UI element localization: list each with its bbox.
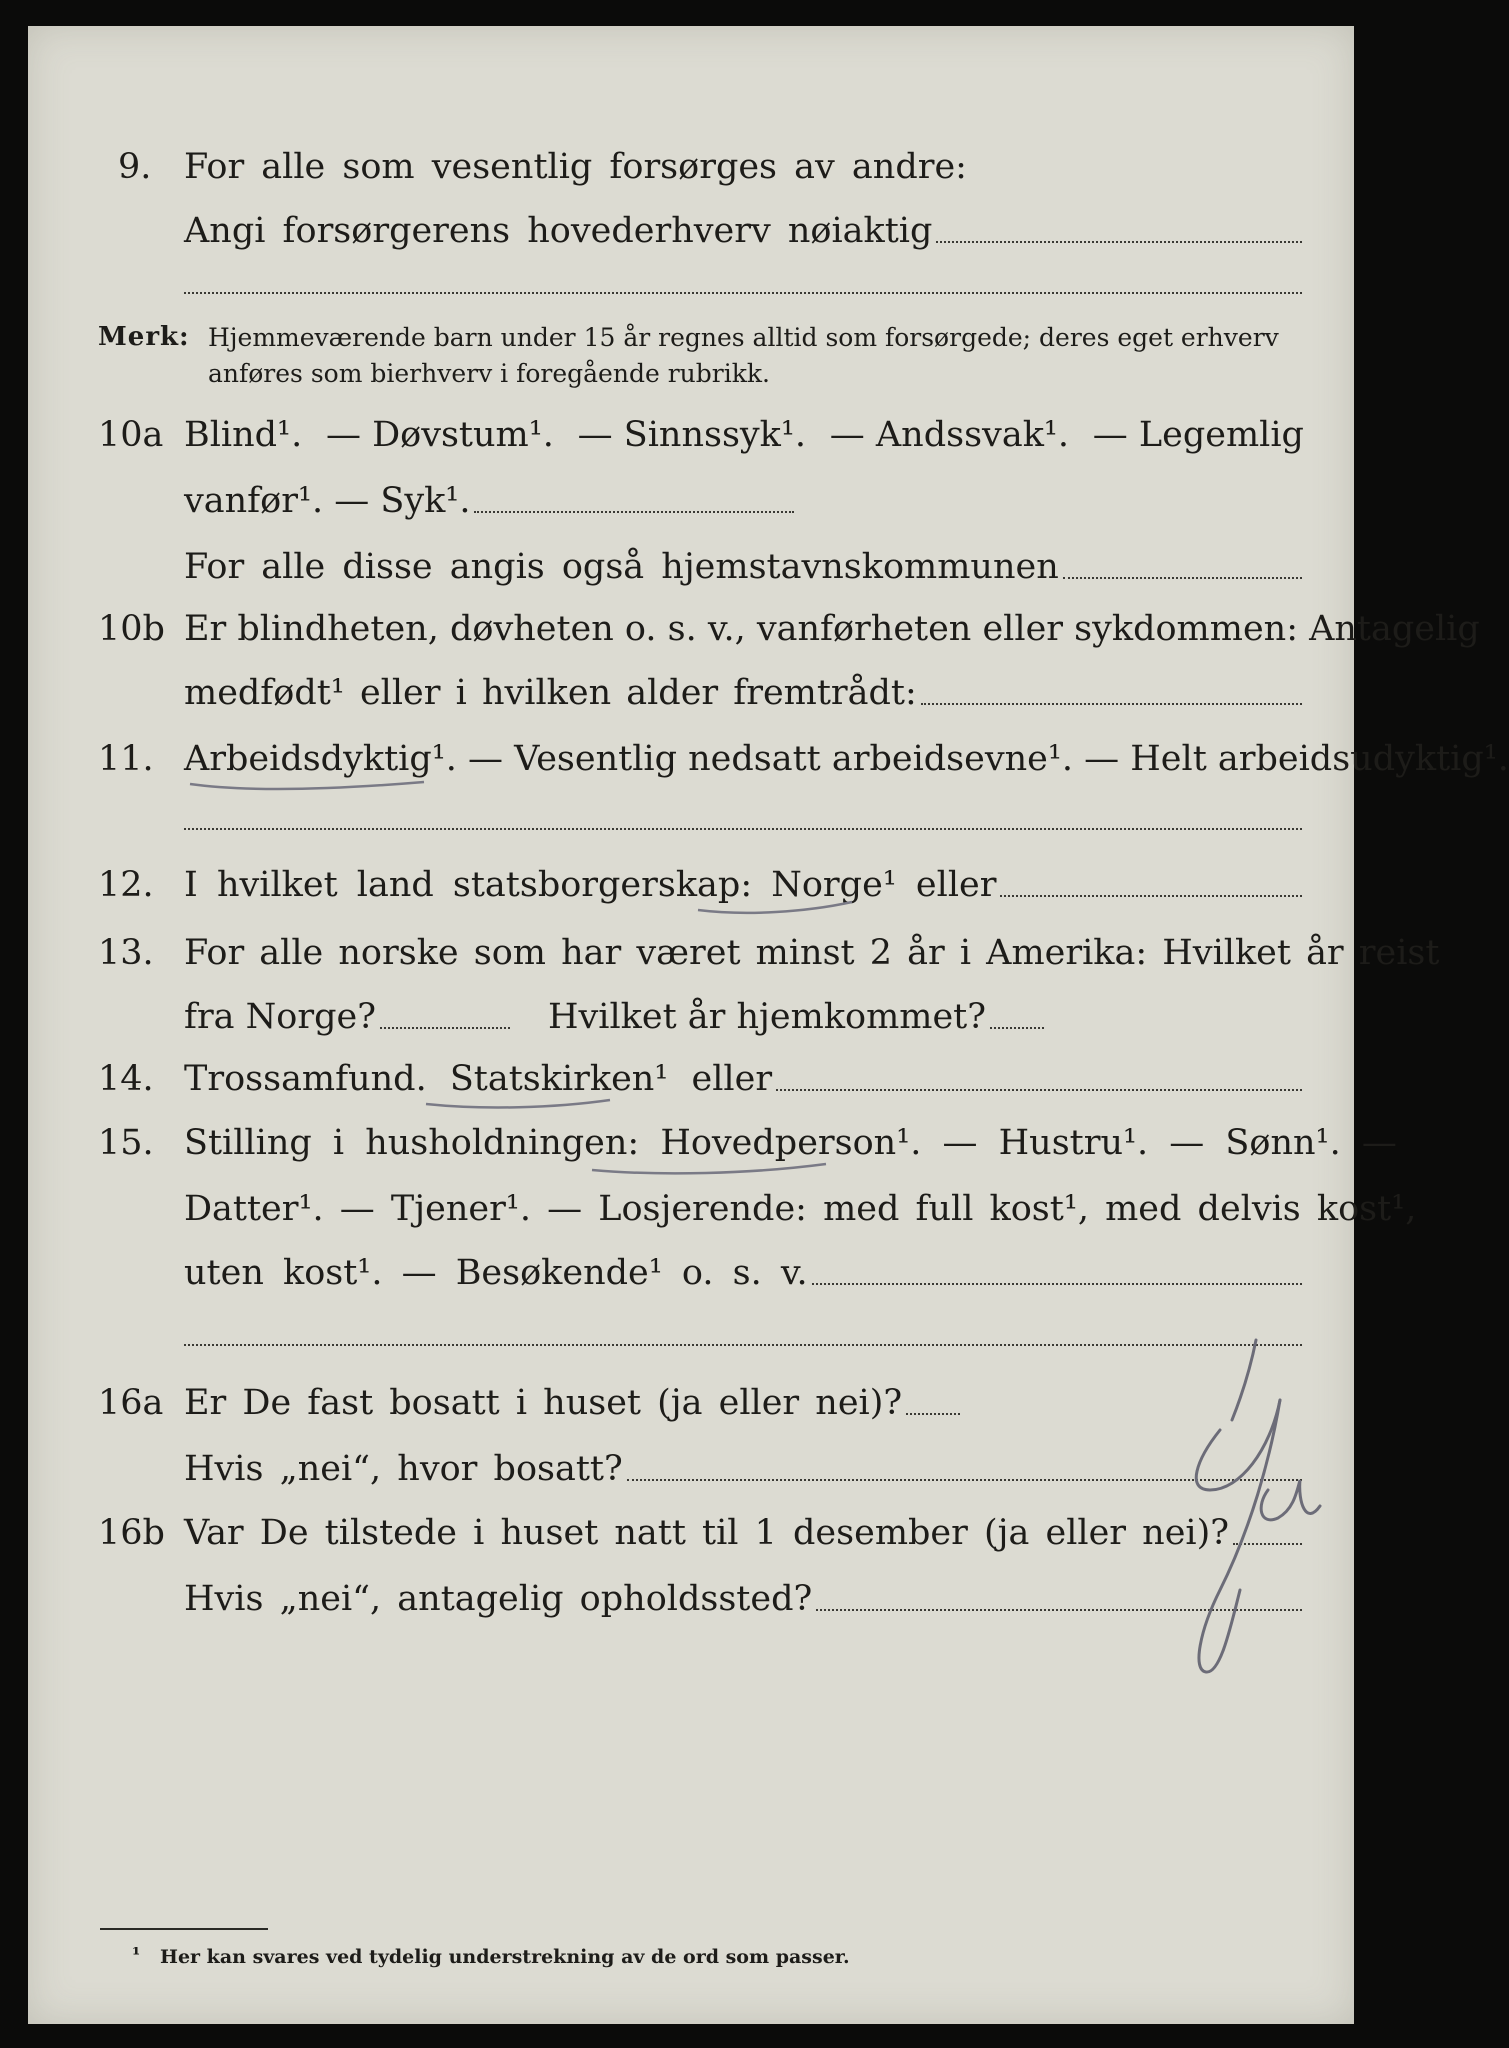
q10a-vanfor-syk: vanfør¹. — Syk¹. bbox=[184, 481, 471, 521]
q13-hjem-label: Hvilket år hjemkommet? bbox=[548, 997, 987, 1037]
q10b-line1 bbox=[184, 609, 1480, 649]
q16b-number: 16b bbox=[98, 1513, 165, 1553]
q14-underline-mark bbox=[424, 1092, 614, 1112]
q9-label: Angi forsørgerens hovederhverv nøiaktig bbox=[184, 211, 933, 251]
q13-line2 bbox=[184, 997, 1044, 1037]
q10a-opt-legemlig: — Legemlig bbox=[1092, 415, 1304, 455]
q10a-opt-blind: Blind¹. bbox=[184, 415, 303, 455]
q12-number: 12. bbox=[98, 865, 154, 905]
q12-underline-mark bbox=[696, 896, 856, 918]
q9-number: 9. bbox=[118, 147, 152, 187]
q13-reist-line[interactable] bbox=[380, 1027, 510, 1029]
q16b-opholdssted-label: Hvis „nei“, antagelig opholdssted? bbox=[184, 1579, 813, 1619]
q9-line1 bbox=[184, 147, 1304, 187]
q12-answer-line[interactable] bbox=[1000, 895, 1302, 897]
q14-answer-line[interactable] bbox=[776, 1089, 1302, 1091]
q15-line3 bbox=[184, 1253, 1302, 1293]
q13-line1 bbox=[184, 933, 1440, 973]
q11-number: 11. bbox=[98, 739, 154, 779]
q16a-label: Er De fast bosatt i huset (ja eller nei)? bbox=[184, 1383, 903, 1423]
q11-answer-line[interactable] bbox=[184, 828, 1302, 830]
q10a-line2 bbox=[184, 481, 794, 521]
q10a-hjemstavn-label: For alle disse angis også hjemstavnskommunen bbox=[184, 547, 1059, 587]
q15-line2 bbox=[184, 1189, 1417, 1229]
q10b-number: 10b bbox=[98, 609, 165, 649]
q15-answer-line[interactable] bbox=[812, 1283, 1302, 1285]
q10a-line3 bbox=[184, 547, 1302, 587]
q14-line1 bbox=[184, 1059, 1302, 1099]
q12-label: I hvilket land statsborgerskap: Norge¹ eller bbox=[184, 865, 997, 905]
q10a-line1 bbox=[184, 415, 1304, 455]
q10b-line2 bbox=[184, 673, 1302, 713]
q15-number: 15. bbox=[98, 1123, 154, 1163]
q14-label: Trossamfund. Statskirken¹ eller bbox=[184, 1059, 773, 1099]
q16a-number: 16a bbox=[98, 1383, 164, 1423]
q10a-opt-sinnssyk: — Sinnssyk¹. bbox=[577, 415, 807, 455]
q15-underline-mark bbox=[590, 1156, 830, 1178]
q10b-answer-line[interactable] bbox=[921, 703, 1302, 705]
q10a-answer-line[interactable] bbox=[474, 511, 794, 513]
footnote-rule bbox=[100, 1928, 268, 1930]
q16b-label: Var De tilstede i huset natt til 1 desember (ja eller nei)? bbox=[184, 1513, 1230, 1553]
q10a-hjemstavn-line[interactable] bbox=[1063, 577, 1302, 579]
merk-label: Merk: bbox=[98, 322, 190, 352]
footnote-mark: ¹ bbox=[132, 1944, 141, 1966]
merk-text: Hjemmeværende barn under 15 år regnes alltid som forsørgede; deres eget erhverv anføres som bierhverv i foregående rubrikk. bbox=[208, 323, 1279, 388]
q10b-text: Er blindheten, døvheten o. s. v., vanførheten eller sykdommen: Antagelig bbox=[184, 609, 1480, 649]
q11-text: Arbeidsdyktig¹. — Vesentlig nedsatt arbeidsevne¹. — Helt arbeidsudyktig¹. bbox=[184, 739, 1509, 779]
q16a-bosatt-label: Hvis „nei“, hvor bosatt? bbox=[184, 1449, 623, 1489]
q10a-opt-dovstum: — Døvstum¹. bbox=[325, 415, 554, 455]
q13-text: For alle norske som har været minst 2 år i Amerika: Hvilket år reist bbox=[184, 933, 1440, 973]
q9-text: For alle som vesentlig forsørges av andre: bbox=[184, 147, 967, 187]
q10a-opt-andssvak: — Andssvak¹. bbox=[829, 415, 1070, 455]
handwritten-answer-ja bbox=[1100, 1330, 1330, 1690]
q9-answer-line[interactable] bbox=[936, 241, 1302, 243]
q14-number: 14. bbox=[98, 1059, 154, 1099]
q13-number: 13. bbox=[98, 933, 154, 973]
q11-underline-mark bbox=[188, 772, 428, 794]
q15-text3: uten kost¹. — Besøkende¹ o. s. v. bbox=[184, 1253, 808, 1293]
q10b-label: medfødt¹ eller i hvilken alder fremtrådt: bbox=[184, 673, 917, 713]
q10a-number: 10a bbox=[98, 415, 164, 455]
q9-line2 bbox=[184, 211, 1302, 251]
q16a-line1 bbox=[184, 1383, 960, 1423]
q15-text1: Stilling i husholdningen: Hovedperson¹. — Hustru¹. — Sønn¹. — bbox=[184, 1123, 1397, 1163]
q15-text2: Datter¹. — Tjener¹. — Losjerende: med full kost¹, med delvis kost¹, bbox=[184, 1189, 1417, 1229]
q13-hjem-line[interactable] bbox=[990, 1027, 1044, 1029]
q9-answer-line-2[interactable] bbox=[184, 292, 1302, 294]
footnote-text: Her kan svares ved tydelig understrekning av de ord som passer. bbox=[160, 1946, 850, 1968]
q16a-answer-line[interactable] bbox=[906, 1413, 960, 1415]
q13-reist-label: fra Norge? bbox=[184, 997, 376, 1037]
